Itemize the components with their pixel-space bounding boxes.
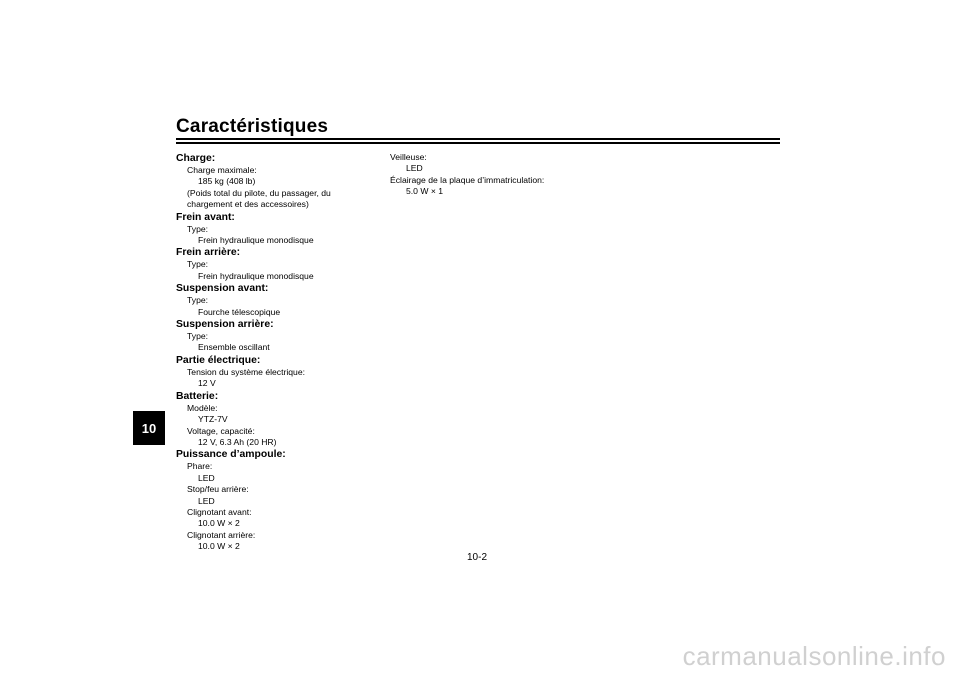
suspension-arriere-value: Ensemble oscillant [198, 342, 270, 353]
eclairage-plaque-value: 5.0 W × 1 [406, 186, 444, 197]
phare-label: Phare: [187, 461, 213, 472]
eclairage-plaque-label: Éclairage de la plaque d’immatriculation: [390, 174, 545, 185]
title-rule-bottom [176, 142, 780, 144]
veilleuse-label: Veilleuse: [390, 152, 427, 162]
phare-value: LED [198, 472, 215, 483]
clignotant-arriere-value: 10.0 W × 2 [198, 541, 240, 552]
section-batterie-title: Batterie: [176, 390, 219, 402]
left-column [176, 152, 376, 553]
partie-electrique-label: Tension du système électrique: [187, 366, 305, 377]
page-number: 10-2 [467, 552, 488, 563]
page-title: Caractéristiques [176, 116, 329, 137]
frein-arriere-value: Frein hydraulique monodisque [198, 270, 314, 281]
section-frein-arriere-title: Frein arrière: [176, 247, 241, 259]
watermark: carmanualsonline.info [682, 641, 946, 671]
charge-note-line2: chargement et des accessoires) [187, 199, 309, 210]
frein-avant-value: Frein hydraulique monodisque [198, 235, 314, 246]
right-column [390, 152, 650, 198]
partie-electrique-value: 12 V [198, 378, 216, 389]
title-rule-top [176, 138, 780, 140]
suspension-avant-label: Type: [187, 295, 209, 306]
chapter-tab: 10 [133, 411, 165, 445]
veilleuse-value: LED [406, 163, 423, 174]
section-frein-avant-title: Frein avant: [176, 211, 235, 223]
stop-feu-value: LED [198, 495, 215, 506]
charge-note-line1: (Poids total du pilote, du passager, du [187, 187, 331, 198]
clignotant-arriere-label: Clignotant arrière: [187, 529, 256, 540]
section-suspension-avant-title: Suspension avant: [176, 283, 269, 295]
frein-avant-label: Type: [187, 223, 209, 234]
batterie-modele-value: YTZ-7V [198, 414, 228, 425]
section-partie-electrique-title: Partie électrique: [176, 354, 261, 366]
clignotant-avant-value: 10.0 W × 2 [198, 518, 240, 529]
batterie-voltage-label: Voltage, capacité: [187, 425, 255, 436]
section-suspension-arriere-title: Suspension arrière: [176, 319, 274, 331]
suspension-arriere-label: Type: [187, 331, 209, 342]
stop-feu-label: Stop/feu arrière: [187, 484, 249, 495]
batterie-modele-label: Modèle: [187, 402, 218, 413]
batterie-voltage-value: 12 V, 6.3 Ah (20 HR) [198, 436, 277, 447]
suspension-avant-value: Fourche télescopique [198, 306, 281, 317]
section-charge-title: Charge: [176, 153, 216, 164]
charge-value: 185 kg (408 lb) [198, 176, 256, 187]
clignotant-avant-label: Clignotant avant: [187, 506, 252, 517]
frein-arriere-label: Type: [187, 259, 209, 270]
charge-label: Charge maximale: [187, 165, 257, 175]
section-puissance-title: Puissance d’ampoule: [176, 449, 286, 461]
